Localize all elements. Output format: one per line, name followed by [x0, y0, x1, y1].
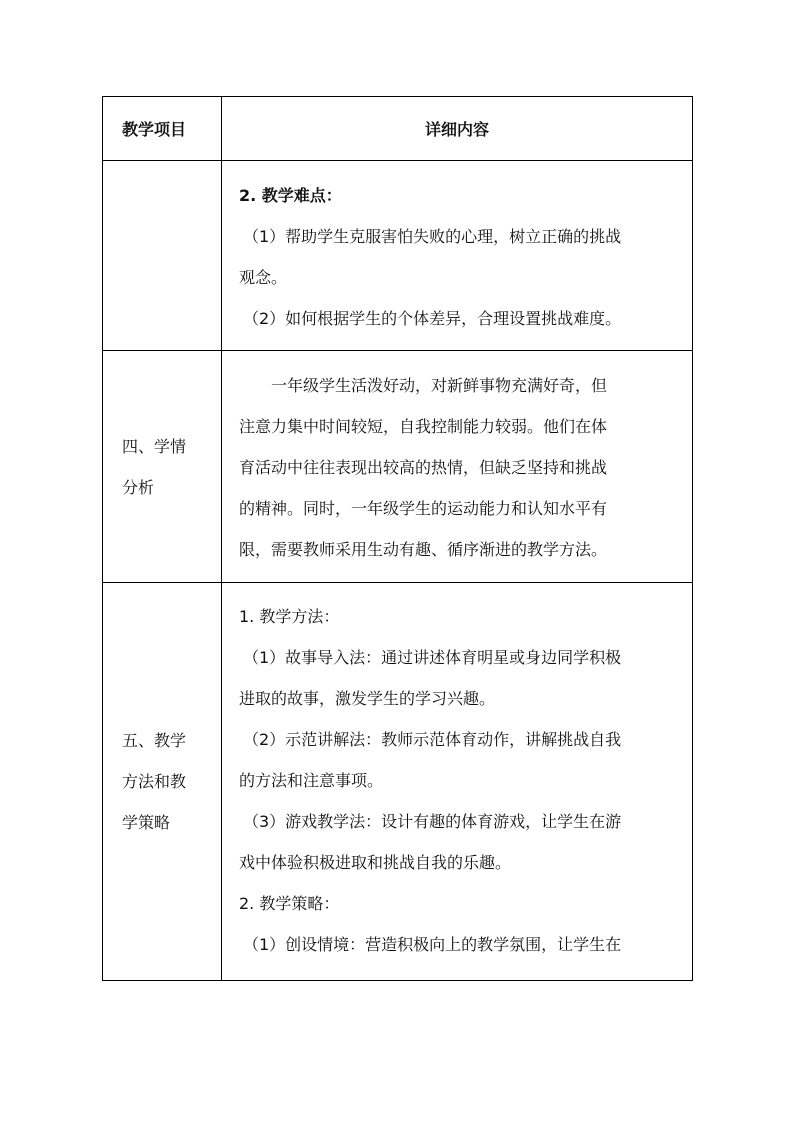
item-cell-analysis [103, 351, 222, 583]
table-row-analysis [103, 351, 693, 583]
item-cell-methods [103, 583, 222, 981]
difficulty-line-1a: （1）帮助学生克服害怕失败的心理，树立正确的挑战 [243, 226, 622, 246]
analysis-label-line-1: 四、学情 [122, 436, 187, 456]
analysis-line: 限，需要教师采用生动有趣、循序渐进的教学方法。 [239, 540, 608, 559]
analysis-line: 注意力集中时间较短，自我控制能力较弱。他们在体 [239, 417, 608, 436]
header-detail: 详细内容 [222, 97, 693, 161]
methods-line: （1）故事导入法：通过讲述体育明星或身边同学积极 [243, 648, 622, 667]
methods-line: （1）创设情境：营造积极向上的教学氛围，让学生在 [243, 935, 622, 954]
lesson-plan-table [102, 96, 693, 981]
analysis-line: 一年级学生活泼好动，对新鲜事物充满好奇，但 [271, 376, 608, 395]
detail-cell-methods [222, 583, 693, 981]
difficulty-line-1b: 观念。 [239, 267, 288, 287]
detail-cell-difficulty [222, 161, 693, 351]
analysis-line: 的精神。同时，一年级学生的运动能力和认知水平有 [239, 499, 608, 518]
difficulty-line-2: （2）如何根据学生的个体差异，合理设置挑战难度。 [243, 308, 622, 328]
table-header-row [103, 97, 693, 161]
methods-line: （2）示范讲解法：教师示范体育动作，讲解挑战自我 [243, 730, 622, 749]
methods-label-line-2: 方法和教 [122, 772, 187, 791]
methods-line: 的方法和注意事项。 [239, 771, 384, 790]
header-item: 教学项目 [103, 97, 222, 161]
difficulty-title: 2. 教学难点： [239, 185, 342, 205]
table-row-methods [103, 583, 693, 981]
analysis-line: 育活动中往往表现出较高的热情，但缺乏坚持和挑战 [239, 458, 608, 477]
methods-label-line-3: 学策略 [122, 813, 171, 832]
methods-line: 2. 教学策略： [239, 894, 340, 913]
analysis-label-line-2: 分析 [122, 477, 155, 497]
item-cell-empty [103, 161, 222, 351]
detail-cell-analysis [222, 351, 693, 583]
methods-label-line-1: 五、教学 [122, 731, 187, 750]
table-row-difficulty [103, 161, 693, 351]
methods-line: 戏中体验积极进取和挑战自我的乐趣。 [239, 853, 512, 872]
methods-line: 1. 教学方法： [239, 607, 340, 626]
methods-line: 进取的故事，激发学生的学习兴趣。 [239, 689, 496, 708]
methods-line: （3）游戏教学法：设计有趣的体育游戏，让学生在游 [243, 812, 622, 831]
